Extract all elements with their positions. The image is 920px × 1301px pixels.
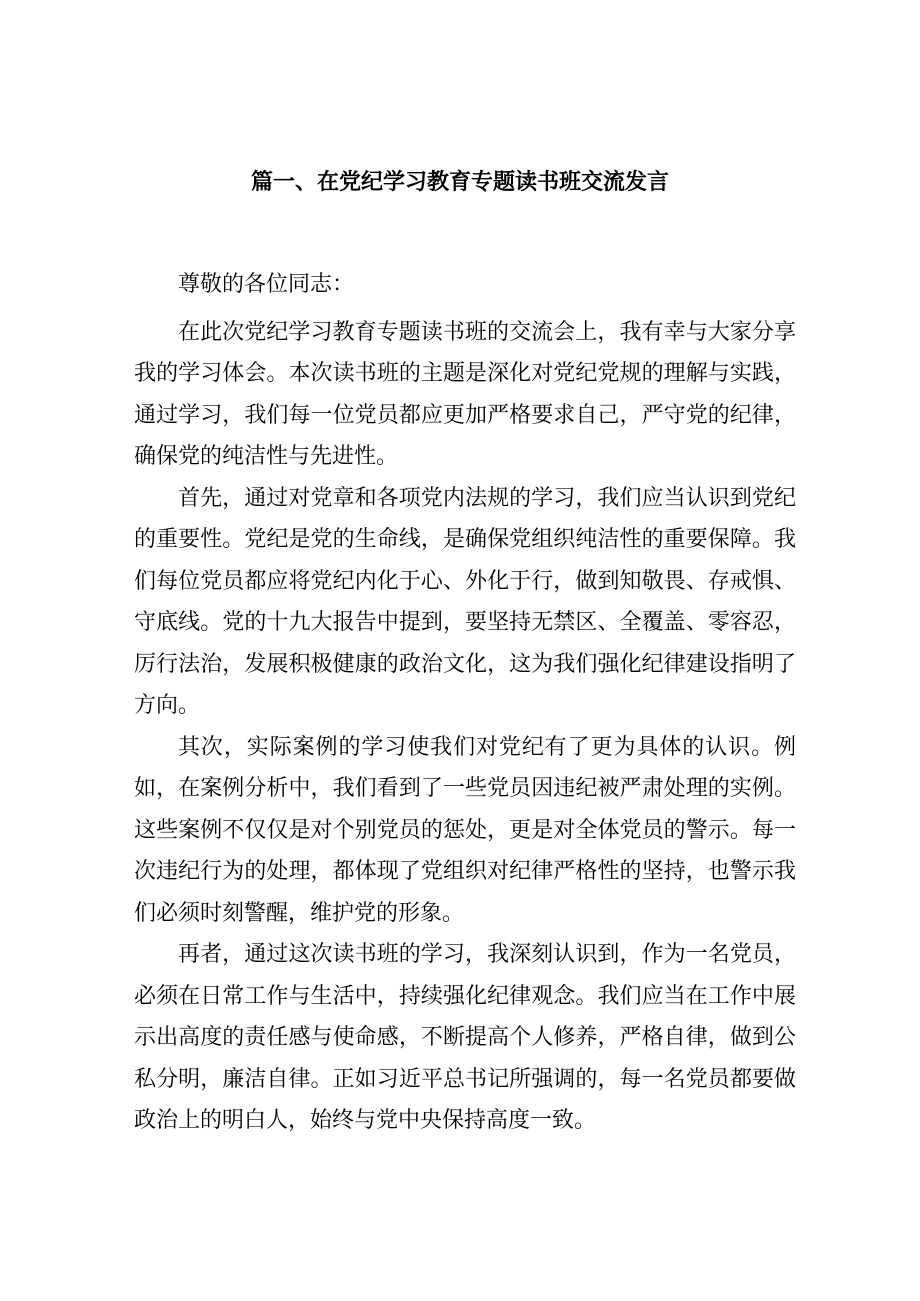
salutation: 尊敬的各位同志： bbox=[178, 272, 355, 297]
paragraph-3: 其次，实际案例的学习使我们对党纪有了更为具体的认识。例如，在案例分析中，我们看到了一些党员因违纪被严肃处理的实例。这些案例不仅仅是对个别党员的惩处，更是对全体党员的警示。每一次违纪行为的处理，都体现了党组织对纪律严格性的坚持，也警示我们必须时刻警醒，维护党的形象。 bbox=[134, 734, 796, 926]
document-body bbox=[134, 264, 796, 1142]
paragraph-2: 首先，通过对党章和各项党内法规的学习，我们应当认识到党纪的重要性。党纪是党的生命线，是确保党组织纯洁性的重要保障。我们每位党员都应将党纪内化于心、外化于行，做到知敬畏、存戒惧、守底线。党的十九大报告中提到，要坚持无禁区、全覆盖、零容忍，厉行法治，发展积极健康的政治文化，这为我们强化纪律建设指明了方向。 bbox=[134, 485, 796, 718]
paragraph-1: 在此次党纪学习教育专题读书班的交流会上，我有幸与大家分享我的学习体会。本次读书班的主题是深化对党纪党规的理解与实践，通过学习，我们每一位党员都应更加严格要求自己，严守党的纪律，确保党的纯洁性与先进性。 bbox=[134, 319, 796, 469]
paragraph-4: 再者，通过这次读书班的学习，我深刻认识到，作为一名党员，必须在日常工作与生活中，持续强化纪律观念。我们应当在工作中展示出高度的责任感与使命感，不断提高个人修养，严格自律，做到公私分明，廉洁自律。正如习近平总书记所强调的，每一名党员都要做政治上的明白人，始终与党中央保持高度一致。 bbox=[134, 942, 796, 1133]
document-title: 篇一、在党纪学习教育专题读书班交流发言 bbox=[250, 170, 669, 195]
